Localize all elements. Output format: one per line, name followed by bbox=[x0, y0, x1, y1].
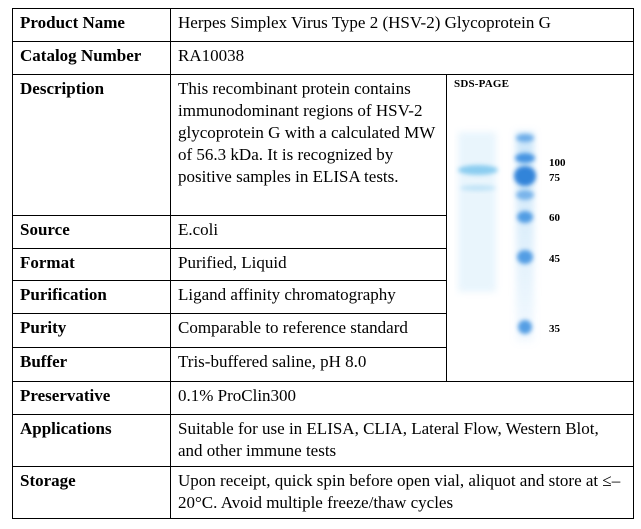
buffer-label: Buffer bbox=[13, 348, 171, 382]
storage-label: Storage bbox=[13, 467, 171, 519]
row-applications bbox=[13, 415, 634, 467]
sds-page-gel bbox=[454, 92, 614, 352]
product-spec-sheet bbox=[12, 8, 631, 519]
marker-band-top bbox=[516, 134, 534, 142]
row-preservative bbox=[13, 382, 634, 415]
marker-band-100 bbox=[515, 153, 535, 163]
catalog-number-label: Catalog Number bbox=[13, 42, 171, 75]
applications-label: Applications bbox=[13, 415, 171, 467]
sds-page-title: SDS-PAGE bbox=[454, 78, 510, 90]
sds-page-panel bbox=[447, 75, 634, 382]
row-storage bbox=[13, 467, 634, 519]
row-description bbox=[13, 75, 634, 216]
sample-band-minor bbox=[460, 185, 496, 191]
storage-value: Upon receipt, quick spin before open vial, aliquot and store at ≤–20°C. Avoid multiple freeze/thaw cycles bbox=[171, 467, 634, 519]
purification-label: Purification bbox=[13, 281, 171, 314]
marker-band-70 bbox=[516, 190, 534, 200]
source-value: E.coli bbox=[171, 216, 447, 249]
mw-marker-60: 60 bbox=[549, 212, 560, 224]
marker-band-60 bbox=[517, 211, 533, 223]
catalog-number-value: RA10038 bbox=[171, 42, 634, 75]
product-name-label: Product Name bbox=[13, 9, 171, 42]
description-value: This recombinant protein contains immunodominant regions of HSV-2 glycoprotein G with a calculated MW of 56.3 kDa. It is recognized by positive samples in ELISA tests. bbox=[171, 75, 447, 216]
spec-table bbox=[12, 8, 634, 519]
marker-lane bbox=[516, 132, 534, 342]
preservative-value: 0.1% ProClin300 bbox=[171, 382, 634, 415]
purity-label: Purity bbox=[13, 314, 171, 348]
purity-value: Comparable to reference standard bbox=[171, 314, 447, 348]
mw-marker-45: 45 bbox=[549, 253, 560, 265]
gel-image bbox=[454, 92, 549, 352]
row-product-name bbox=[13, 9, 634, 42]
sample-band bbox=[458, 165, 498, 175]
marker-band-35 bbox=[518, 320, 532, 334]
mw-marker-100: 100 bbox=[549, 157, 566, 169]
product-name-value: Herpes Simplex Virus Type 2 (HSV-2) Glycoprotein G bbox=[171, 9, 634, 42]
applications-value: Suitable for use in ELISA, CLIA, Lateral Flow, Western Blot, and other immune tests bbox=[171, 415, 634, 467]
format-value: Purified, Liquid bbox=[171, 249, 447, 281]
preservative-label: Preservative bbox=[13, 382, 171, 415]
sample-lane bbox=[458, 132, 496, 292]
buffer-value: Tris-buffered saline, pH 8.0 bbox=[171, 348, 447, 382]
row-catalog-number bbox=[13, 42, 634, 75]
mw-marker-35: 35 bbox=[549, 323, 560, 335]
source-label: Source bbox=[13, 216, 171, 249]
purification-value: Ligand affinity chromatography bbox=[171, 281, 447, 314]
format-label: Format bbox=[13, 249, 171, 281]
marker-band-75 bbox=[514, 166, 536, 186]
mw-marker-75: 75 bbox=[549, 172, 560, 184]
marker-band-45 bbox=[517, 250, 533, 264]
description-label: Description bbox=[13, 75, 171, 216]
